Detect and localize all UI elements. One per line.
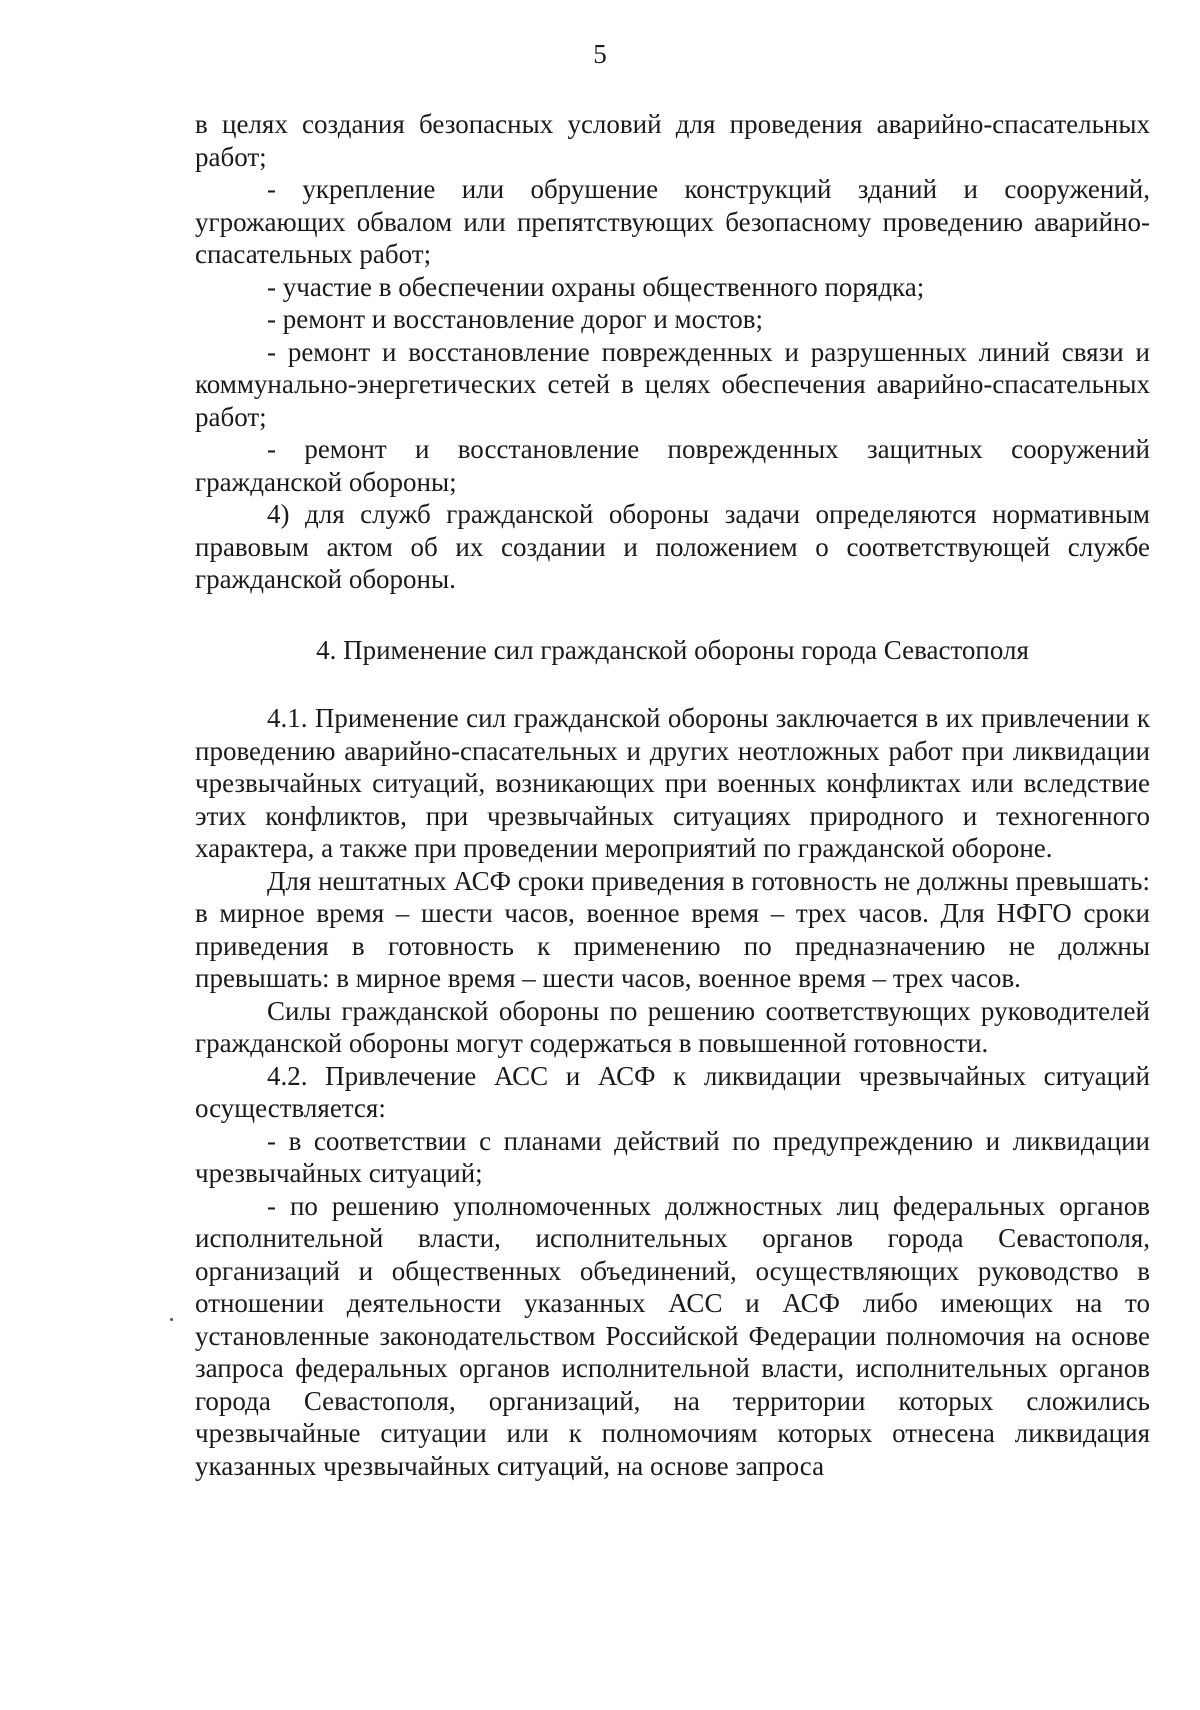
paragraph: - участие в обеспечении охраны общественного порядка; xyxy=(267,271,925,302)
paragraph: - ремонт и восстановление поврежденных и разрушенных линий связи и коммунально-энергетических сетей в целях обеспечения аварийно-спасательных работ; xyxy=(195,336,1150,432)
paragraph: - в соответствии с планами действий по предупреждению и ликвидации чрезвычайных ситуаций; xyxy=(195,1125,1150,1188)
paragraph: - ремонт и восстановление поврежденных защитных сооружений гражданской обороны; xyxy=(195,434,1150,497)
paragraph: 4.1. Применение сил гражданской обороны заключается в их привлечении к проведению аварийно-спасательных и других неотложных работ при ликвидации чрезвычайных ситуаций, возникающих при военных конфликтах или вследствие этих конфликтов, при чрезвычайных ситуациях природного и техногенного характера, а также при проведении мероприятий по гражданской обороне. xyxy=(195,703,1150,863)
scan-speck xyxy=(170,1318,173,1321)
paragraph: - укрепление или обрушение конструкций зданий и сооружений, угрожающих обвалом или препятствующих безопасному проведению аварийно-спасательных работ; xyxy=(195,174,1150,269)
page-number: 5 xyxy=(593,39,607,69)
paragraph: Для нештатных АСФ сроки приведения в готовность не должны превышать: в мирное время – шести часов, военное время – трех часов. Для НФГО сроки приведения в готовность к применению по предназначению не должны превышать: в мирное время – шести часов, военное время – трех часов. xyxy=(195,865,1150,993)
document-body xyxy=(195,108,1150,1482)
paragraph: - по решению уполномоченных должностных лиц федеральных органов исполнительной власти, исполнительных органов города Севастополя, организаций и общественных объединений, осуществляющих руководство в отношении деятельности указанных АСС и АСФ либо имеющих на то установленные законодательством Российской Федерации полномочия на основе запроса федеральных органов исполнительной власти, исполнительных органов города Севастополя, организаций, на территории которых сложились чрезвычайные ситуации или к полномочиям которых отнесена ликвидация указанных чрезвычайных ситуаций, на основе запроса xyxy=(195,1190,1150,1481)
paragraph: - ремонт и восстановление дорог и мостов; xyxy=(267,304,763,334)
paragraph: в целях создания безопасных условий для проведения аварийно-спасательных работ; xyxy=(195,109,1150,172)
section-heading: 4. Применение сил гражданской обороны города Севастополя xyxy=(316,634,1029,665)
paragraph: 4) для служб гражданской обороны задачи определяются нормативным правовым актом об их создании и положением о соответствующей службе гражданской обороны. xyxy=(195,499,1150,594)
paragraph: 4.2. Привлечение АСС и АСФ к ликвидации чрезвычайных ситуаций осуществляется: xyxy=(195,1060,1150,1123)
paragraph: Силы гражданской обороны по решению соответствующих руководителей гражданской обороны могут содержаться в повышенной готовности. xyxy=(195,995,1150,1058)
